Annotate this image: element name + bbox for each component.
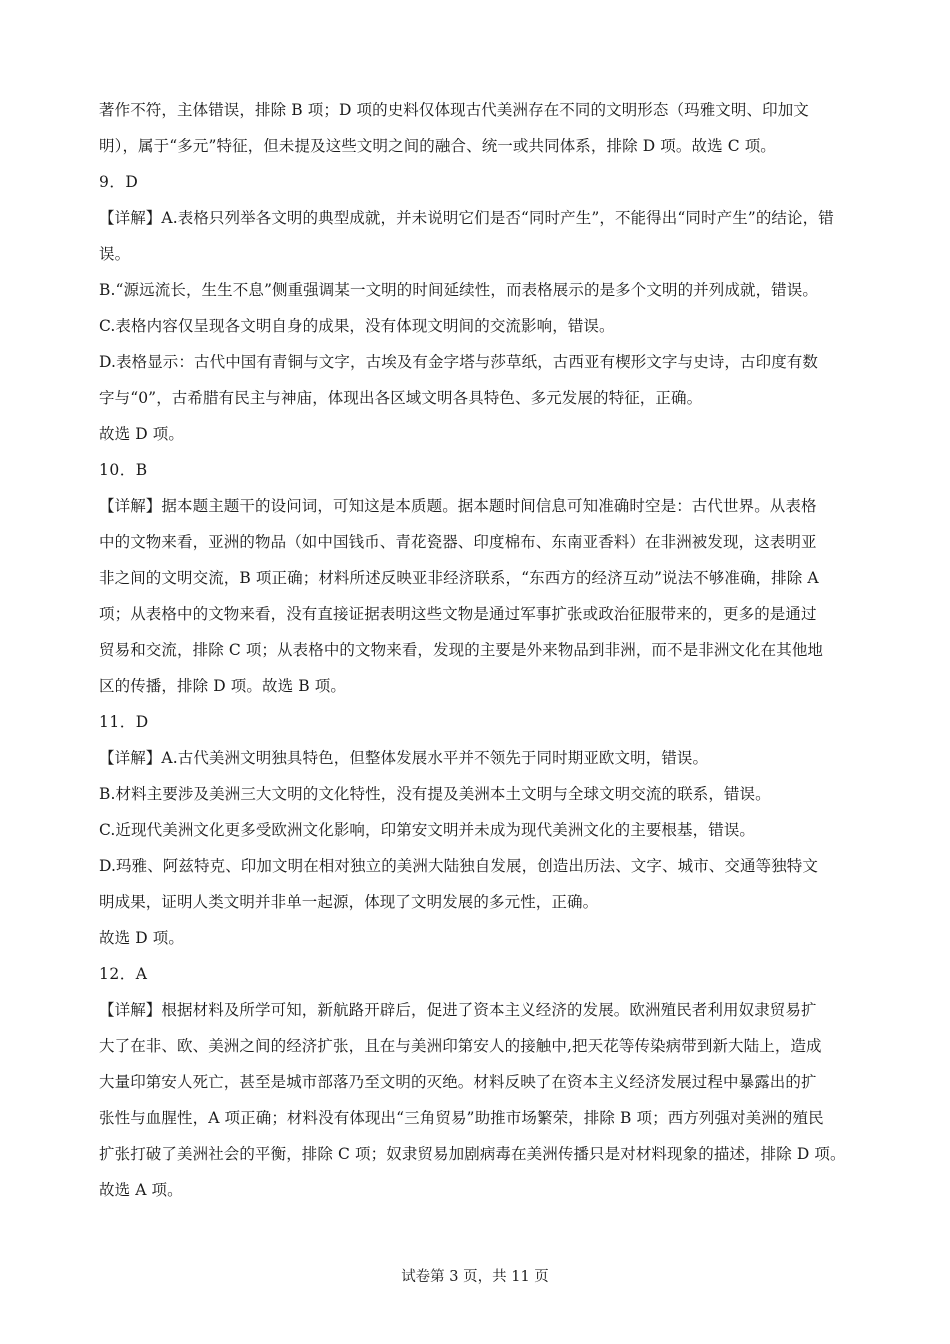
text-line: 项；从表格中的文物来看，没有直接证据表明这些文物是通过军事扩张或政治征服带来的，更多的是通过 (99, 605, 817, 623)
page-footer: 试卷第 3 页，共 11 页 (401, 1269, 549, 1285)
text-line: 明），属于“多元”特征，但未提及这些文明之间的融合、统一或共同体系，排除 D 项。故选 C 项。 (99, 137, 776, 155)
text-line: 误。 (99, 245, 131, 263)
question-number: 10．B (99, 461, 148, 479)
text-line: 著作不符，主体错误，排除 B 项；D 项的史料仅体现古代美洲存在不同的文明形态（玛雅文明、印加文 (99, 101, 809, 119)
text-line: D.玛雅、阿兹特克、印加文明在相对独立的美洲大陆独自发展，创造出历法、文字、城市、交通等独特文 (99, 857, 819, 875)
text-line: 大了在非、欧、美洲之间的经济扩张，且在与美洲印第安人的接触中,把天花等传染病带到新大陆上，造成 (99, 1037, 822, 1055)
text-line: 故选 D 项。 (99, 425, 184, 443)
text-line: 【详解】据本题主题干的设问词，可知这是本质题。据本题时间信息可知准确时空是：古代世界。从表格 (99, 497, 817, 515)
text-line: 张性与血腥性，A 项正确；材料没有体现出“三角贸易”助推市场繁荣，排除 B 项；西方列强对美洲的殖民 (99, 1109, 824, 1127)
text-line: 中的文物来看，亚洲的物品（如中国钱币、青花瓷器、印度棉布、东南亚香料）在非洲被发现，这表明亚 (99, 533, 817, 551)
text-line: 故选 A 项。 (99, 1181, 183, 1199)
text-line: B.“源远流长，生生不息”侧重强调某一文明的时间延续性，而表格展示的是多个文明的并列成就，错误。 (99, 281, 818, 299)
text-line: 非之间的文明交流，B 项正确；材料所述反映亚非经济联系，“东西方的经济互动”说法不够准确，排除 A (99, 569, 819, 587)
question-number: 9．D (99, 173, 139, 191)
text-line: 贸易和交流，排除 C 项；从表格中的文物来看，发现的主要是外来物品到非洲，而不是非洲文化在其他地 (99, 641, 824, 659)
text-line: 【详解】根据材料及所学可知，新航路开辟后，促进了资本主义经济的发展。欧洲殖民者利用奴隶贸易扩 (99, 1001, 817, 1019)
text-line: 区的传播，排除 D 项。故选 B 项。 (99, 677, 346, 695)
text-line: 大量印第安人死亡，甚至是城市部落乃至文明的灭绝。材料反映了在资本主义经济发展过程中暴露出的扩 (99, 1073, 817, 1091)
text-line: 故选 D 项。 (99, 929, 184, 947)
question-number: 12．A (99, 965, 148, 983)
text-line: 扩张打破了美洲社会的平衡，排除 C 项；奴隶贸易加剧病毒在美洲传播只是对材料现象的描述，排除 D 项。 (99, 1145, 846, 1163)
text-line: D.表格显示：古代中国有青铜与文字，古埃及有金字塔与莎草纸，古西亚有楔形文字与史诗，古印度有数 (99, 353, 819, 371)
text-line: C.近现代美洲文化更多受欧洲文化影响，印第安文明并未成为现代美洲文化的主要根基，错误。 (99, 821, 756, 839)
text-line: 明成果，证明人类文明并非单一起源，体现了文明发展的多元性，正确。 (99, 893, 599, 911)
question-number: 11．D (99, 713, 149, 731)
text-line: 【详解】A.表格只列举各文明的典型成就，并未说明它们是否“同时产生”，不能得出“同时产生”的结论，错 (99, 209, 834, 227)
text-line: B.材料主要涉及美洲三大文明的文化特性，没有提及美洲本土文明与全球文明交流的联系，错误。 (99, 785, 771, 803)
text-line: C.表格内容仅呈现各文明自身的成果，没有体现文明间的交流影响，错误。 (99, 317, 615, 335)
text-line: 字与“0”，古希腊有民主与神庙，体现出各区域文明各具特色、多元发展的特征，正确。 (99, 389, 703, 407)
document-body (99, 92, 869, 1208)
text-line: 【详解】A.古代美洲文明独具特色，但整体发展水平并不领先于同时期亚欧文明，错误。 (99, 749, 709, 767)
